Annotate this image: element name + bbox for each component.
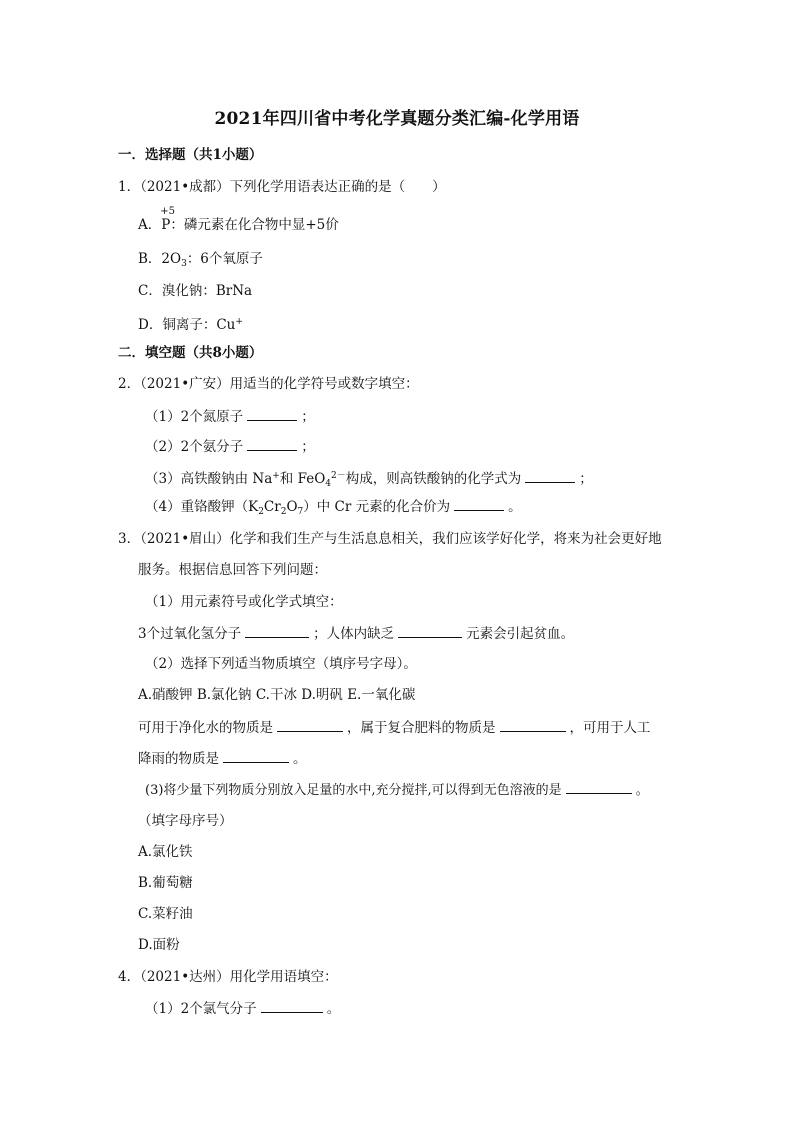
part-text: 构成，则高铁酸钠的化学式为 <box>345 471 522 487</box>
part-text: （4）重铬酸钾（K <box>145 499 259 515</box>
part-text: Cr <box>263 499 281 515</box>
answer-blank[interactable] <box>454 497 504 511</box>
question-3-part-3-note: （填字母序号） <box>138 813 233 829</box>
part-end: 。 <box>635 783 649 798</box>
question-3-option-a: A.氯化铁 <box>138 844 193 860</box>
part-text: 可用于净化水的物质是 <box>138 720 273 736</box>
answer-blank[interactable] <box>277 718 343 732</box>
question-4-part-1 <box>145 999 340 1018</box>
part-end: 。 <box>326 1001 341 1017</box>
part-text: 降雨的物质是 <box>138 751 219 767</box>
question-1-option-b <box>138 250 263 273</box>
question-1-option-d <box>138 313 243 334</box>
section-heading-fill: 二．填空题（共8小题） <box>118 345 263 361</box>
option-b-text: ：6个氧原子 <box>186 251 263 267</box>
part-text: ，可用于人工 <box>569 720 651 736</box>
part-text: ，属于复合肥料的物质是 <box>347 720 496 736</box>
question-3-part-2-line-1 <box>138 718 651 737</box>
question-2-part-1 <box>145 407 315 426</box>
question-1-option-a <box>138 206 339 234</box>
question-2-part-3 <box>145 467 593 493</box>
section-heading-choice: 一．选择题（共1小题） <box>118 147 263 163</box>
part-end: ； <box>579 471 593 487</box>
subscript: 2 <box>258 507 264 517</box>
part-text: O <box>286 499 298 515</box>
answer-blank[interactable] <box>500 718 566 732</box>
option-a-prefix: A． <box>138 217 162 233</box>
question-2-part-4 <box>145 497 522 521</box>
answer-blank[interactable] <box>261 999 323 1013</box>
part-text: 和 FeO <box>279 471 326 487</box>
superscript: + <box>272 471 280 481</box>
answer-blank[interactable] <box>398 624 462 638</box>
subscript: 7 <box>297 507 304 517</box>
part-text: （3）高铁酸钠由 Na <box>145 471 273 487</box>
option-b-prefix: B．2O <box>138 251 182 267</box>
question-3-option-d: D.面粉 <box>138 937 180 953</box>
question-3-part-2-line-2 <box>138 749 307 768</box>
question-3-part-2: （2）选择下列适当物质填空（填序号字母）。 <box>145 656 417 672</box>
part-end: 。 <box>508 499 522 515</box>
subscript: 4 <box>325 479 332 489</box>
part-text: ）中 Cr 元素的化合价为 <box>303 499 451 515</box>
answer-blank[interactable] <box>247 407 297 421</box>
part-text: 元素会引起贫血。 <box>466 626 575 642</box>
option-b-subscript: 3 <box>181 259 187 269</box>
question-2-part-2 <box>145 437 315 456</box>
question-3-part-1-line <box>138 624 574 643</box>
question-4-stem: 4．（2021•达州）用化学用语填空： <box>118 969 338 985</box>
element-symbol: P <box>161 217 171 233</box>
question-3-option-b: B.葡萄糖 <box>138 875 193 891</box>
part-end: 。 <box>293 751 307 767</box>
part-text: （1）2个氯气分子 <box>145 1001 257 1017</box>
answer-blank[interactable] <box>247 437 297 451</box>
part-text: ；人体内缺乏 <box>313 626 395 642</box>
part-text: （1）2个氮原子 <box>145 409 244 425</box>
part-end: ； <box>301 439 315 455</box>
question-1-stem: 1．（2021•成都）下列化学用语表达正确的是（ ） <box>118 179 446 195</box>
question-2-stem: 2．（2021•广安）用适当的化学符号或数字填空： <box>118 376 419 392</box>
question-3-stem-line-2: 服务。根据信息回答下列问题： <box>138 562 327 578</box>
part-text: (3)将少量下列物质分别放入足量的水中,充分搅拌,可以得到无色溶液的是 <box>145 783 562 798</box>
question-3-options: A.硝酸钾 B.氯化钠 C.干冰 D.明矾 E.一氧化碳 <box>138 687 416 703</box>
answer-blank[interactable] <box>525 469 575 483</box>
part-text: 3个过氧化氢分子 <box>138 626 242 642</box>
valence-symbol <box>160 206 175 234</box>
subscript: 2 <box>280 507 287 517</box>
question-3-option-c: C.菜籽油 <box>138 906 193 922</box>
question-1-option-c: C．溴化钠：BrNa <box>138 283 253 299</box>
answer-blank[interactable] <box>245 624 309 638</box>
answer-blank[interactable] <box>223 749 289 763</box>
valence-label: +5 <box>160 206 175 217</box>
part-text: （2）2个氨分子 <box>145 439 244 455</box>
option-a-text: ：磷元素在化合物中显+5价 <box>170 217 339 233</box>
option-d-prefix: D．铜离子：Cu <box>138 317 236 333</box>
superscript: 2－ <box>331 471 346 481</box>
option-d-superscript: + <box>235 317 243 327</box>
document-title: 2021年四川省中考化学真题分类汇编-化学用语 <box>214 109 580 129</box>
question-3-stem-line-1: 3．（2021•眉山）化学和我们生产与生活息息相关，我们应该学好化学，将来为社会更好地 <box>118 531 662 547</box>
answer-blank[interactable] <box>566 780 632 794</box>
part-end: ； <box>301 409 315 425</box>
question-3-part-1: （1）用元素符号或化学式填空： <box>145 594 343 610</box>
question-3-part-3 <box>145 780 649 800</box>
